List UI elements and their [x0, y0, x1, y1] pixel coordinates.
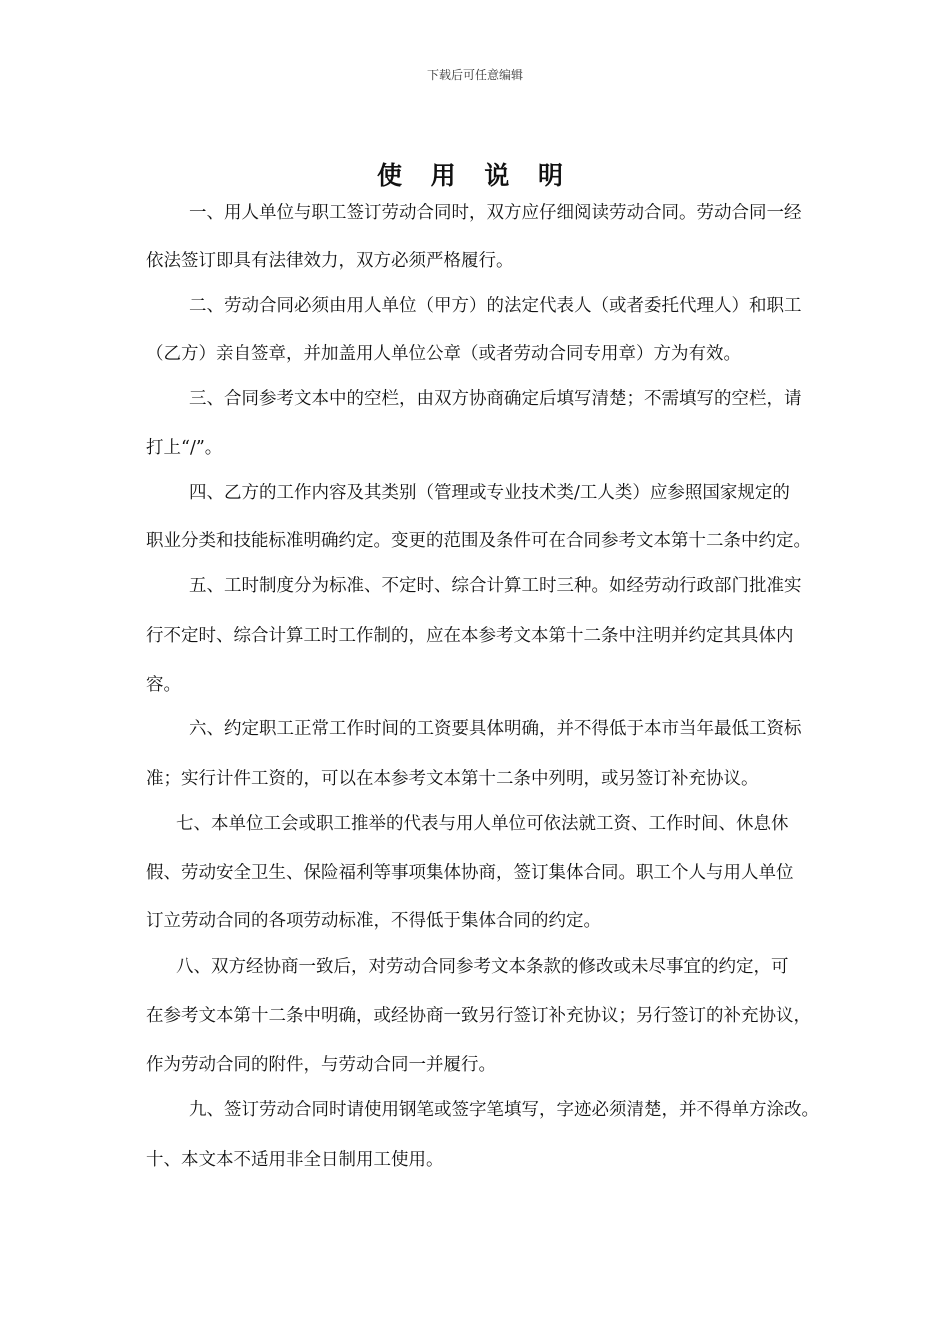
paragraph-7-line-1: 七、本单位工会或职工推举的代表与用人单位可依法就工资、工作时间、休息休	[176, 814, 789, 834]
paragraph-6-line-1: 六、约定职工正常工作时间的工资要具体明确，并不得低于本市当年最低工资标	[189, 719, 802, 739]
paragraph-4-line-2: 职业分类和技能标准明确约定。变更的范围及条件可在合同参考文本第十二条中约定。	[146, 531, 811, 551]
page-header-note: 下载后可任意编辑	[426, 68, 523, 82]
paragraph-3-line-2: 打上“/”。	[146, 438, 223, 458]
paragraph-8-line-2: 在参考文本第十二条中明确，或经协商一致另行签订补充协议；另行签订的补充协议，	[146, 1006, 811, 1026]
paragraph-9-line-1: 九、签订劳动合同时请使用钢笔或签字笔填写，字迹必须清楚，并不得单方涂改。	[189, 1100, 819, 1120]
paragraph-6-line-2: 准；实行计件工资的，可以在本参考文本第十二条中列明，或另签订补充协议。	[146, 769, 759, 789]
paragraph-5-line-3: 容。	[146, 675, 181, 695]
paragraph-10-line-1: 十、本文本不适用非全日制用工使用。	[146, 1150, 444, 1170]
paragraph-5-line-1: 五、工时制度分为标准、不定时、综合计算工时三种。如经劳动行政部门批准实	[189, 576, 802, 596]
paragraph-5-line-2: 行不定时、综合计算工时工作制的，应在本参考文本第十二条中注明并约定其具体内	[146, 626, 794, 646]
document-title: 使 用 说 明	[376, 161, 574, 190]
paragraph-8-line-3: 作为劳动合同的附件，与劳动合同一并履行。	[146, 1055, 496, 1075]
paragraph-2-line-1: 二、劳动合同必须由用人单位（甲方）的法定代表人（或者委托代理人）和职工	[189, 296, 802, 316]
paragraph-7-line-3: 订立劳动合同的各项劳动标准，不得低于集体合同的约定。	[146, 911, 601, 931]
paragraph-1-line-1: 一、用人单位与职工签订劳动合同时，双方应仔细阅读劳动合同。劳动合同一经	[189, 203, 802, 223]
paragraph-1-line-2: 依法签订即具有法律效力，双方必须严格履行。	[146, 251, 514, 271]
paragraph-2-line-2: （乙方）亲自签章，并加盖用人单位公章（或者劳动合同专用章）方为有效。	[146, 344, 741, 364]
paragraph-4-line-1: 四、乙方的工作内容及其类别（管理或专业技术类/工人类）应参照国家规定的	[189, 483, 790, 503]
paragraph-8-line-1: 八、双方经协商一致后，对劳动合同参考文本条款的修改或未尽事宜的约定，可	[176, 957, 789, 977]
paragraph-7-line-2: 假、劳动安全卫生、保险福利等事项集体协商，签订集体合同。职工个人与用人单位	[146, 863, 794, 883]
paragraph-3-line-1: 三、合同参考文本中的空栏，由双方协商确定后填写清楚；不需填写的空栏，请	[189, 389, 802, 409]
